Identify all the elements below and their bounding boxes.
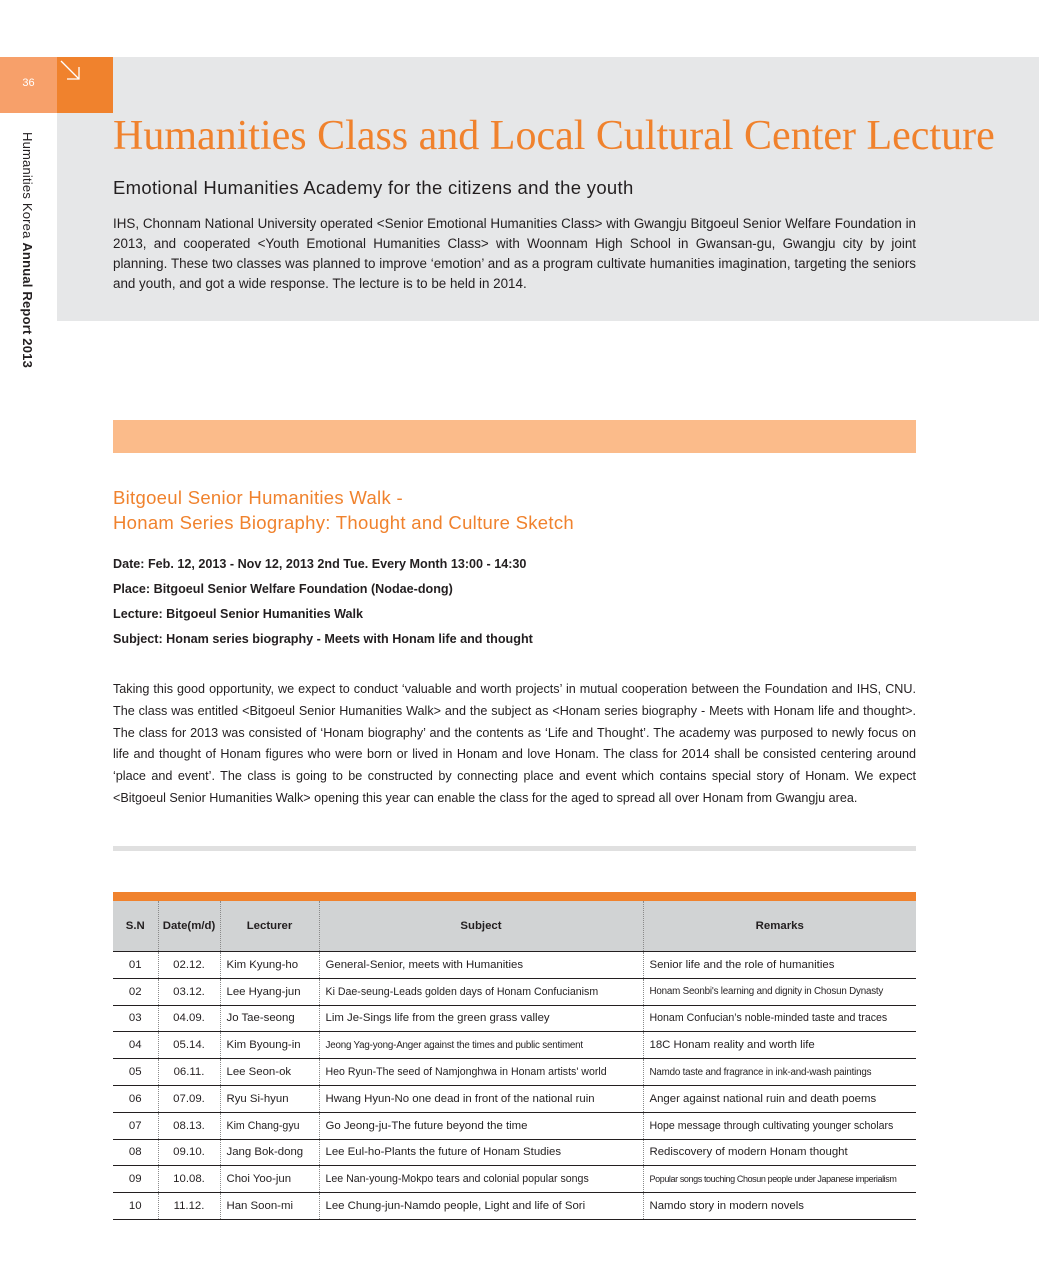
table-row bbox=[113, 978, 916, 1005]
cell-lecturer: Lee Seon-ok bbox=[220, 1059, 319, 1086]
cell-lecturer: Lee Hyang-jun bbox=[220, 978, 319, 1005]
header-subject: Subject bbox=[319, 901, 643, 952]
header-remarks: Remarks bbox=[643, 901, 916, 952]
side-title-bold: Annual Report 2013 bbox=[20, 242, 35, 369]
cell-lecturer: Kim Kyung-ho bbox=[220, 952, 319, 979]
header-date: Date(m/d) bbox=[158, 901, 220, 952]
cell-sn: 10 bbox=[113, 1193, 158, 1220]
body-paragraph: Taking this good opportunity, we expect to conduct ‘valuable and worth projects’ in mutual cooperation between the Foundation and IHS, CNU. The class was entitled <Bitgoeul Senior Humanities Walk> and the subject as <Honam series biography - Meets with Honam life and thought>. The class for 2013 was consisted of ‘Honam biography’ and the contents as ‘Life and Thought’. The academy was purposed to newly focus on life and thought of Honam figures who were born or lived in Honam and love Honam. The class for 2014 shall be consisted centering around ‘place and event’. The class is going to be constructed by connecting place and event which contains special story of Honam. We expect <Bitgoeul Senior Humanities Walk> opening this year can enable the class for the aged to spread all over Honam from Gwangju area. bbox=[113, 682, 916, 805]
section-title-line1: Bitgoeul Senior Humanities Walk - bbox=[113, 487, 403, 508]
cell-sn: 01 bbox=[113, 952, 158, 979]
cell-remarks: Senior life and the role of humanities bbox=[643, 952, 916, 979]
cell-date: 03.12. bbox=[158, 978, 220, 1005]
cell-remarks: Honam Seonbi's learning and dignity in Chosun Dynasty bbox=[643, 978, 916, 1005]
cell-remarks: Anger against national ruin and death poems bbox=[643, 1085, 916, 1112]
side-title-light: Humanities Korea bbox=[20, 132, 35, 243]
cell-lecturer: Choi Yoo-jun bbox=[220, 1166, 319, 1193]
cell-remarks: Namdo story in modern novels bbox=[643, 1193, 916, 1220]
table-row bbox=[113, 1005, 916, 1032]
cell-remarks: Namdo taste and fragrance in ink-and-wash paintings bbox=[643, 1059, 916, 1086]
page-title: Humanities Class and Local Cultural Center Lecture bbox=[113, 113, 995, 159]
page-subtitle: Emotional Humanities Academy for the citizens and the youth bbox=[113, 177, 634, 198]
cell-remarks: Popular songs touching Chosun people under Japanese imperialism bbox=[643, 1166, 916, 1193]
cell-lecturer: Han Soon-mi bbox=[220, 1193, 319, 1220]
cell-subject: Ki Dae-seung-Leads golden days of Honam Confucianism bbox=[319, 978, 643, 1005]
cell-date: 04.09. bbox=[158, 1005, 220, 1032]
cell-date: 10.08. bbox=[158, 1166, 220, 1193]
cell-remarks: 18C Honam reality and worth life bbox=[643, 1032, 916, 1059]
section-title-line2: Honam Series Biography: Thought and Culture Sketch bbox=[113, 512, 574, 533]
cell-date: 11.12. bbox=[158, 1193, 220, 1220]
cell-sn: 04 bbox=[113, 1032, 158, 1059]
info-date: Date: Feb. 12, 2013 - Nov 12, 2013 2nd Tue. Every Month 13:00 - 14:30 bbox=[113, 557, 527, 571]
cell-sn: 02 bbox=[113, 978, 158, 1005]
cell-lecturer: Kim Chang-gyu bbox=[220, 1112, 319, 1139]
cell-lecturer: Kim Byoung-in bbox=[220, 1032, 319, 1059]
cell-date: 02.12. bbox=[158, 952, 220, 979]
cell-subject: Lim Je-Sings life from the green grass valley bbox=[319, 1005, 643, 1032]
cell-lecturer: Jang Bok-dong bbox=[220, 1139, 319, 1166]
table-row bbox=[113, 1112, 916, 1139]
header-sn: S.N bbox=[113, 901, 158, 952]
table-row bbox=[113, 1059, 916, 1086]
page-number: 36 bbox=[22, 77, 35, 89]
cell-subject: Heo Ryun-The seed of Namjonghwa in Honam artists' world bbox=[319, 1059, 643, 1086]
table-row bbox=[113, 952, 916, 979]
cell-subject: Lee Eul-ho-Plants the future of Honam Studies bbox=[319, 1139, 643, 1166]
cell-sn: 05 bbox=[113, 1059, 158, 1086]
intro-paragraph: IHS, Chonnam National University operated <Senior Emotional Humanities Class> with Gwangju Bitgoeul Senior Welfare Foundation in 2013, and cooperated <Youth Emotional Humanities Class> with Woonnam High School in Gwansan-gu, Gwangju city by joint planning. These two classes was planned to improve ‘emotion’ and as a program cultivate humanities imagination, targeting the seniors and youth, and got a wide response. The lecture is to be held in 2014. bbox=[113, 216, 916, 291]
cell-lecturer: Ryu Si-hyun bbox=[220, 1085, 319, 1112]
table-row bbox=[113, 1139, 916, 1166]
info-subject: Subject: Honam series biography - Meets with Honam life and thought bbox=[113, 632, 533, 646]
cell-subject: Hwang Hyun-No one dead in front of the national ruin bbox=[319, 1085, 643, 1112]
cell-date: 08.13. bbox=[158, 1112, 220, 1139]
divider-rule bbox=[113, 846, 916, 851]
section-divider-band bbox=[113, 420, 916, 453]
cell-remarks: Honam Confucian’s noble-minded taste and traces bbox=[643, 1005, 916, 1032]
cell-remarks: Hope message through cultivating younger scholars bbox=[643, 1112, 916, 1139]
cell-sn: 06 bbox=[113, 1085, 158, 1112]
cell-lecturer: Jo Tae-seong bbox=[220, 1005, 319, 1032]
cell-date: 05.14. bbox=[158, 1032, 220, 1059]
cell-sn: 09 bbox=[113, 1166, 158, 1193]
cell-remarks: Rediscovery of modern Honam thought bbox=[643, 1139, 916, 1166]
cell-date: 09.10. bbox=[158, 1139, 220, 1166]
table-row bbox=[113, 1032, 916, 1059]
table-header-row bbox=[113, 901, 916, 952]
header-lecturer: Lecturer bbox=[220, 901, 319, 952]
info-place: Place: Bitgoeul Senior Welfare Foundation (Nodae-dong) bbox=[113, 582, 453, 596]
cell-date: 06.11. bbox=[158, 1059, 220, 1086]
side-running-title bbox=[17, 132, 37, 402]
table-top-bar bbox=[113, 892, 916, 901]
arrow-down-right-icon bbox=[57, 57, 113, 113]
cell-sn: 08 bbox=[113, 1139, 158, 1166]
cell-subject: Lee Nan-young-Mokpo tears and colonial popular songs bbox=[319, 1166, 643, 1193]
cell-subject: General-Senior, meets with Humanities bbox=[319, 952, 643, 979]
section-title bbox=[113, 485, 574, 535]
table-row bbox=[113, 1193, 916, 1220]
lecture-table bbox=[113, 901, 916, 1220]
cell-sn: 07 bbox=[113, 1112, 158, 1139]
cell-sn: 03 bbox=[113, 1005, 158, 1032]
cell-subject: Go Jeong-ju-The future beyond the time bbox=[319, 1112, 643, 1139]
table-row bbox=[113, 1085, 916, 1112]
corner-arrow-box bbox=[57, 57, 113, 113]
cell-subject: Lee Chung-jun-Namdo people, Light and life of Sori bbox=[319, 1193, 643, 1220]
info-lecture: Lecture: Bitgoeul Senior Humanities Walk bbox=[113, 607, 364, 621]
cell-date: 07.09. bbox=[158, 1085, 220, 1112]
table-row bbox=[113, 1166, 916, 1193]
cell-subject: Jeong Yag-yong-Anger against the times and public sentiment bbox=[319, 1032, 643, 1059]
